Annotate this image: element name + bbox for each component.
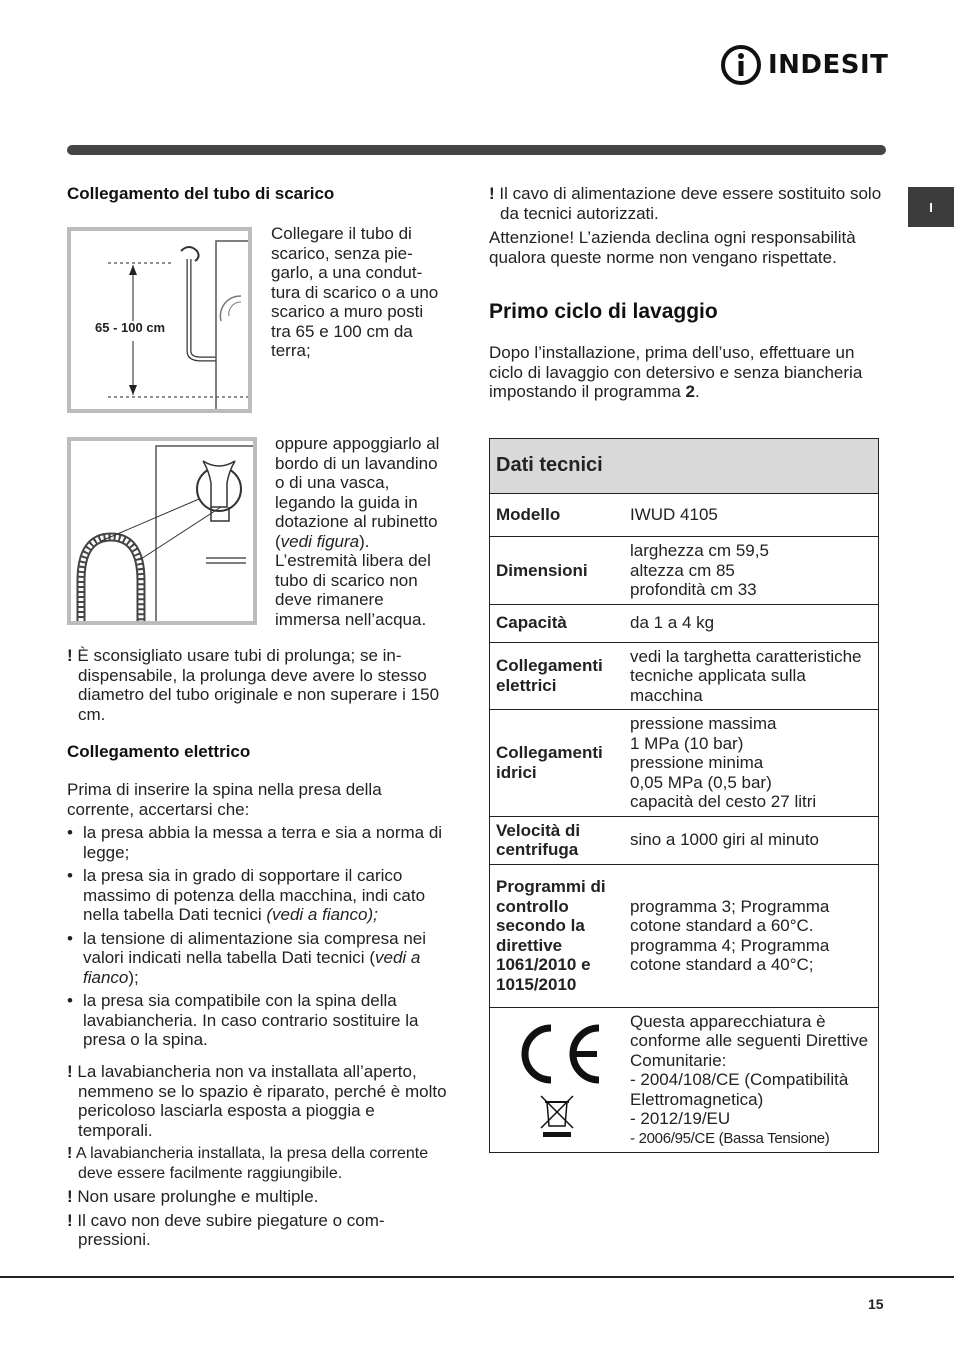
electric-warnings [67,1062,447,1254]
spec-key: Dimensioni [490,537,625,605]
spec-value: da 1 a 4 kg [624,604,879,642]
spec-value: vedi la targhetta caratteristiche tecniche applicata sulla macchina [624,642,879,710]
list-item [67,929,447,988]
drain-warning-text: È sconsigliato usare tubi di prolunga; se indispensabile, la prolunga deve avere lo stesso diametro del tubo originale e non superare i 150 cm. [77,646,440,724]
spec-value: larghezza cm 59,5 altezza cm 85 profondità cm 33 [624,537,879,605]
ce-logo-cell [490,1007,625,1153]
drain-title: Collegamento del tubo di scarico [67,184,335,203]
drain-text-sink-part1: oppure appoggiarlo al bordo di un lavandino o di una vasca, legando la guida in dotazione al rubinetto ( [275,434,440,551]
program-number: 2 [685,382,696,401]
warning-mark: ! [67,1145,73,1162]
spec-key: Velocità di centrifuga [490,816,625,864]
warning-text: A lavabiancheria installata, la presa della corrente deve essere facilmente raggiungibile. [75,1145,429,1182]
ce-compliance-cell [624,1007,879,1153]
list-item-text: la tensione di alimentazione sia compresa nei valori indicati nella tabella Dati tecnici [83,928,427,967]
weee-bin-icon [537,1094,577,1138]
attention-note: Attenzione! L’azienda declina ogni responsabilità qualora queste norme non vengano rispettate. [489,228,856,267]
table-row [490,1007,879,1153]
list-item-paren: ); [128,967,139,987]
first-wash-body: Dopo l’installazione, prima dell’uso, effettuare un ciclo di lavaggio con detersivo e senza biancheria impostando il programma [489,343,863,401]
electric-intro: Prima di inserire la spina nella presa della corrente, accertarsi che: [67,780,382,819]
warning-item [67,1211,447,1250]
height-range-label: 65 - 100 cm [95,320,166,335]
spec-key: Collegamenti elettrici [490,642,625,710]
table-row [490,864,879,1007]
warning-mark: ! [67,1210,73,1230]
warning-item [67,1144,447,1183]
ce-compliance-last: - 2006/95/CE (Bassa Tensione) [630,1129,830,1147]
list-item-text: la presa sia in grado di sopportare il carico massimo di potenza della macchina, indi cato nella tabella Dati tecnici [83,866,426,924]
list-item [67,866,447,925]
ce-compliance-text: Questa apparecchiatura è conforme alle seguenti Direttive Comunitarie: - 2004/108/CE (Compatibilità Elettromagnetica) - 2012/19/EU [630,1011,869,1128]
spec-key: Programmi di controllo secondo la direttive 1061/2010 e 1015/2010 [490,864,625,1007]
first-wash-end: . [695,382,700,401]
header-rule [67,145,886,155]
list-item: • la presa abbia la messa a terra e sia a norma di legge; [67,823,447,862]
warning-mark: ! [67,1187,73,1206]
indesit-i-logo-icon [720,44,762,86]
drain-text-sink-part2: ). L’estremità libera del tubo di scarico non deve rimanere immersa nell’acqua. [275,531,431,629]
warning-mark: ! [489,184,495,203]
spec-key: Modello [490,494,625,537]
ce-mark-icon [507,1022,607,1086]
first-wash-text [489,343,874,402]
brand-name: INDESIT [768,50,889,80]
table-row [490,494,879,537]
warning-mark: ! [67,1062,73,1081]
warning-mark: ! [67,646,73,665]
see-beside-ref: vedi a fianco [83,948,421,987]
warning-text: Il cavo non deve subire piegature o compressioni. [77,1210,385,1249]
page-number: 15 [868,1296,884,1312]
warning-text: Non usare prolunghe e multiple. [77,1187,319,1206]
tech-data-table [489,438,879,1153]
list-item-paren: ( [369,948,375,967]
electric-checklist [67,823,447,1054]
first-wash-title: Primo ciclo di lavaggio [489,300,718,323]
cable-warning-text: Il cavo di alimentazione deve essere sostituito solo da tecnici autorizzati. [499,184,882,223]
spec-value: sino a 1000 giri al minuto [624,816,879,864]
warning-item [67,1062,447,1140]
table-title: Dati tecnici [490,439,879,494]
see-figure-ref: vedi figura [280,531,360,551]
table-row [490,537,879,605]
footer-rule [0,1276,954,1278]
drain-warning [67,646,458,724]
drain-text-wall: Collegare il tubo di scarico, senza piegarlo, a una conduttura di scarico o a uno scarico a muro posti tra 65 e 100 cm da terra; [271,224,439,360]
warning-text: La lavabiancheria non va installata all’aperto, nemmeno se lo spazio è riparato, perché è molto pericoloso lasciarla esposta a pioggia e temporali. [77,1062,447,1140]
table-row [490,604,879,642]
table-row [490,710,879,817]
language-tab: I [908,187,954,227]
spec-key: Collegamenti idrici [490,710,625,817]
spec-value: pressione massima 1 MPa (10 bar) pressione minima 0,05 MPa (0,5 bar) capacità del cesto 27 litri [624,710,879,817]
spec-value: programma 3; Programma cotone standard a 60°C. programma 4; Programma cotone standard a 40°C; [624,864,879,1007]
warning-item [67,1187,447,1207]
brand-logo [720,44,888,86]
spec-value: IWUD 4105 [624,494,879,537]
see-beside-ref: (vedi a fianco); [266,905,378,924]
table-row [490,642,879,710]
electric-title: Collegamento elettrico [67,742,251,761]
drain-figure-sink [67,437,257,625]
drain-hose-sink-illustration [71,441,253,621]
drain-text-sink [275,434,447,629]
spec-key: Capacità [490,604,625,642]
cable-warning [489,184,885,223]
table-header-row [490,439,879,494]
table-row [490,816,879,864]
list-item: • la presa sia compatibile con la spina della lavabiancheria. In caso contrario sostituire la presa o la spina. [67,991,447,1050]
